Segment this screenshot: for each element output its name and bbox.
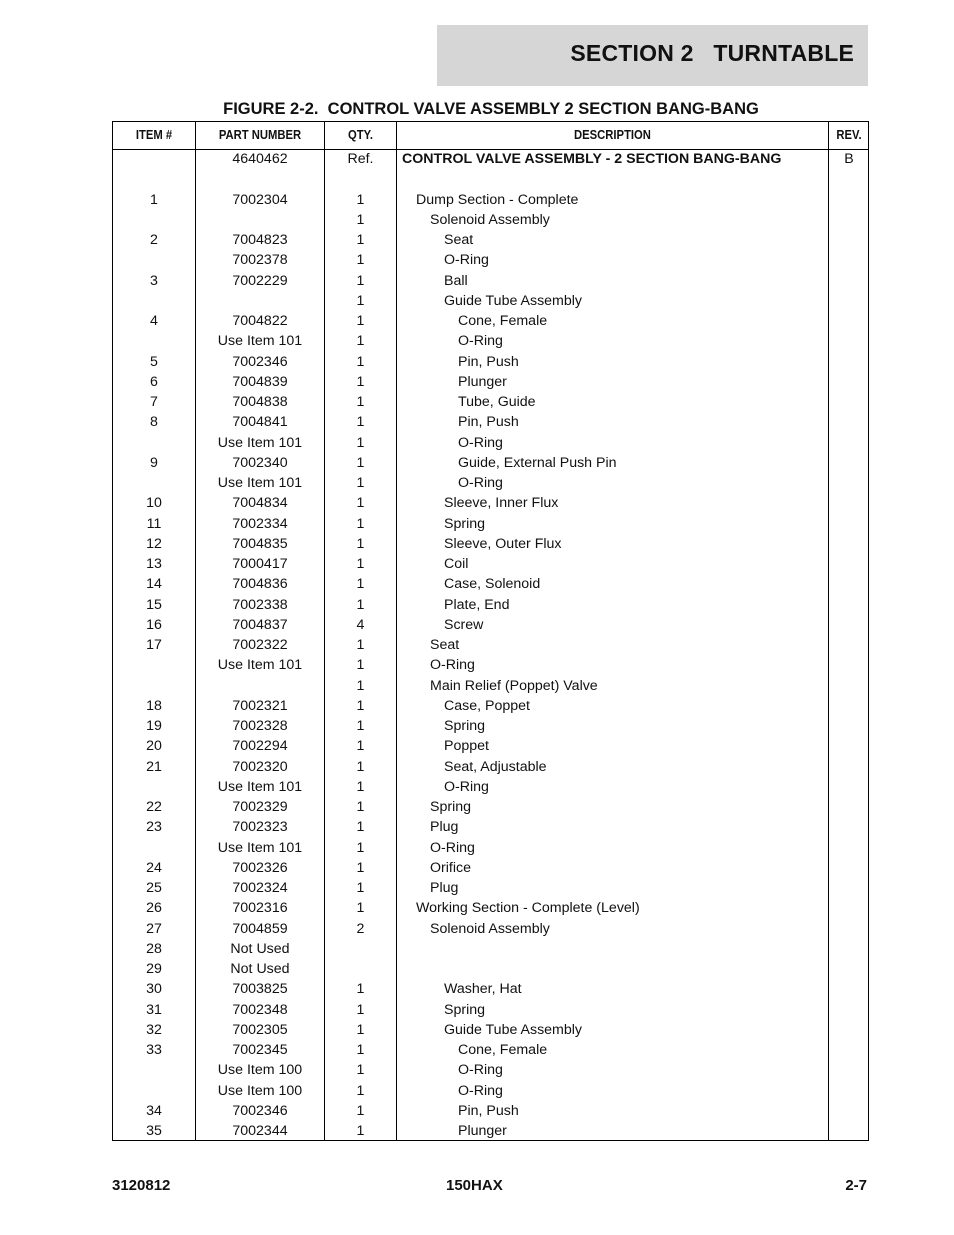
quantity-cell: 1 (356, 1062, 365, 1079)
item-number-cell: 16 (146, 616, 162, 633)
table-row (113, 352, 868, 372)
part-number-cell: 7002329 (232, 799, 288, 815)
item-number-cell: 32 (146, 1021, 162, 1038)
table-row (113, 716, 868, 736)
part-number-cell: 7003825 (232, 981, 288, 998)
quantity-cell: 1 (356, 313, 365, 329)
part-number-cell: 7002294 (232, 738, 288, 755)
part-number-cell: 7002328 (232, 718, 288, 734)
description-cell: Tube, Guide (458, 394, 536, 410)
table-row (113, 291, 868, 311)
section-banner (437, 25, 868, 86)
description-cell: Solenoid Assembly (430, 211, 550, 228)
quantity-cell: 1 (356, 495, 365, 512)
item-number-cell: 29 (146, 961, 162, 977)
part-number-cell: 7002338 (232, 596, 288, 613)
quantity-cell: 1 (356, 738, 365, 755)
description-cell: Working Section - Complete (Level) (416, 900, 640, 917)
part-number-cell: Use Item 101 (217, 778, 303, 795)
part-number-cell: 7004836 (232, 576, 288, 593)
description-cell: Sleeve, Outer Flux (444, 535, 562, 552)
table-row (113, 473, 868, 493)
part-number-cell: 7004841 (232, 414, 288, 431)
description-cell: Seat (444, 232, 474, 248)
quantity-cell: 1 (356, 677, 365, 694)
quantity-cell: 1 (356, 353, 365, 370)
quantity-cell: 1 (356, 434, 365, 451)
part-number-cell: 7002324 (232, 880, 288, 896)
part-number-cell: Use Item 100 (217, 1062, 303, 1079)
part-number-cell: 7002346 (232, 353, 288, 370)
quantity-cell: 1 (356, 981, 365, 998)
description-cell: O-Ring (430, 657, 475, 674)
table-row (113, 169, 868, 189)
table-row (113, 595, 868, 615)
table-row (113, 433, 868, 453)
part-number-cell: 7004835 (232, 535, 288, 552)
item-number-cell: 6 (150, 373, 158, 390)
part-number-cell: 7004837 (232, 616, 288, 633)
part-number-cell: Use Item 101 (217, 657, 303, 674)
column-header-rev: REV. (836, 128, 862, 142)
table-row (113, 1081, 868, 1101)
item-number-cell: 28 (146, 940, 162, 957)
quantity-cell: 1 (356, 333, 365, 350)
table-row (113, 1020, 868, 1040)
quantity-cell: 1 (356, 211, 365, 228)
part-number-cell: 7002323 (232, 819, 288, 836)
table-row (113, 858, 868, 878)
quantity-cell: 1 (356, 1042, 365, 1058)
quantity-cell: 1 (356, 758, 365, 775)
description-cell: Guide, External Push Pin (458, 454, 617, 471)
quantity-cell: 1 (356, 454, 365, 471)
description-cell: Spring (444, 1001, 486, 1018)
table-row (113, 1000, 868, 1020)
quantity-cell: Ref. (347, 151, 374, 167)
table-row (113, 676, 868, 696)
column-header-qty: QTY. (347, 128, 374, 142)
quantity-cell: 1 (356, 414, 365, 431)
table-row (113, 979, 868, 999)
part-number-cell: 7002378 (232, 252, 288, 269)
quantity-cell: 1 (356, 191, 365, 208)
quantity-cell: 1 (356, 697, 365, 714)
table-row (113, 1060, 868, 1080)
part-number-cell: 7002305 (232, 1021, 288, 1038)
description-cell: Plate, End (444, 596, 510, 613)
part-number-cell: 7002320 (232, 758, 288, 775)
item-number-cell: 11 (146, 515, 162, 532)
description-cell: Seat, Adjustable (444, 758, 547, 775)
quantity-cell: 1 (356, 637, 365, 653)
description-cell: Poppet (444, 738, 489, 755)
part-number-cell: 7004838 (232, 394, 288, 410)
table-row (113, 777, 868, 797)
table-row (113, 210, 868, 230)
table-row (113, 898, 868, 918)
quantity-cell: 1 (356, 515, 365, 532)
part-number-cell: 7004823 (232, 232, 288, 248)
description-cell: Pin, Push (458, 414, 519, 431)
item-number-cell: 17 (146, 637, 162, 653)
quantity-cell: 1 (356, 1001, 365, 1018)
description-cell: Coil (444, 556, 469, 572)
description-cell: Spring (444, 718, 486, 734)
quantity-cell: 1 (356, 880, 365, 896)
part-number-cell: 7004822 (232, 313, 288, 329)
table-row (113, 311, 868, 331)
description-cell: Main Relief (Poppet) Valve (430, 677, 598, 694)
part-number-cell: 7002316 (232, 900, 288, 917)
description-cell: O-Ring (458, 1082, 503, 1099)
part-number-cell: 7002229 (232, 272, 288, 289)
quantity-cell: 1 (356, 373, 365, 390)
table-row (113, 797, 868, 817)
footer-page-number: 2-7 (845, 1177, 867, 1194)
part-number-cell: Use Item 101 (217, 333, 303, 350)
quantity-cell: 1 (356, 657, 365, 674)
part-number-cell: 7002326 (232, 859, 288, 876)
part-number-cell: 7002348 (232, 1001, 288, 1018)
part-number-cell: Not Used (230, 961, 290, 977)
quantity-cell: 1 (356, 859, 365, 876)
table-row (113, 817, 868, 837)
item-number-cell: 19 (146, 718, 162, 734)
quantity-cell: 1 (356, 900, 365, 917)
part-number-cell: 7002346 (232, 1102, 288, 1119)
description-cell: Cone, Female (458, 313, 548, 329)
item-number-cell: 5 (150, 353, 158, 370)
table-row (113, 757, 868, 777)
table-row (113, 878, 868, 898)
description-cell: O-Ring (458, 434, 503, 451)
item-number-cell: 21 (146, 758, 162, 775)
part-number-cell: 4640462 (232, 151, 288, 167)
item-number-cell: 2 (150, 232, 158, 248)
quantity-cell: 1 (356, 272, 365, 289)
description-cell: O-Ring (458, 333, 503, 350)
quantity-cell: 2 (356, 920, 365, 937)
table-row (113, 838, 868, 858)
item-number-cell: 35 (146, 1123, 162, 1139)
table-row (113, 493, 868, 513)
description-cell: O-Ring (430, 839, 475, 856)
description-cell: Pin, Push (458, 353, 519, 370)
quantity-cell: 1 (356, 394, 365, 410)
revision-cell: B (844, 151, 854, 167)
description-cell: Spring (444, 515, 486, 532)
table-row (113, 919, 868, 939)
description-cell: Orifice (430, 859, 471, 876)
item-number-cell: 12 (146, 535, 162, 552)
quantity-cell: 1 (356, 1021, 365, 1038)
part-number-cell: 7004839 (232, 373, 288, 390)
quantity-cell: 1 (356, 232, 365, 248)
figure-title: FIGURE 2-2. CONTROL VALVE ASSEMBLY 2 SECTION BANG-BANG (223, 100, 759, 118)
description-cell: Plunger (458, 1123, 507, 1139)
description-cell: Pin, Push (458, 1102, 519, 1119)
item-number-cell: 31 (146, 1001, 162, 1018)
quantity-cell: 4 (356, 616, 365, 633)
description-cell: Cone, Female (458, 1042, 548, 1058)
description-cell: O-Ring (444, 778, 489, 795)
item-number-cell: 3 (150, 272, 158, 289)
item-number-cell: 15 (146, 596, 162, 613)
item-number-cell: 33 (146, 1042, 162, 1058)
item-number-cell: 23 (146, 819, 162, 836)
table-row (113, 1121, 868, 1141)
quantity-cell: 1 (356, 839, 365, 856)
table-row (113, 736, 868, 756)
column-header-description: DESCRIPTION (574, 128, 651, 142)
part-number-cell: Use Item 101 (217, 475, 303, 491)
table-row (113, 250, 868, 270)
quantity-cell: 1 (356, 596, 365, 613)
item-number-cell: 27 (146, 920, 162, 937)
item-number-cell: 14 (146, 576, 162, 593)
item-number-cell: 24 (146, 859, 162, 876)
column-header-part-number: PART NUMBER (218, 128, 302, 142)
quantity-cell: 1 (356, 819, 365, 836)
item-number-cell: 8 (150, 414, 158, 431)
description-cell: Screw (444, 616, 484, 633)
part-number-cell: 7002334 (232, 515, 288, 532)
table-row (113, 939, 868, 959)
item-number-cell: 34 (146, 1102, 162, 1119)
table-row (113, 554, 868, 574)
table-row (113, 190, 868, 210)
description-cell: Spring (430, 799, 472, 815)
description-cell: Ball (444, 272, 468, 289)
description-cell: Seat (430, 637, 460, 653)
item-number-cell: 18 (146, 697, 162, 714)
description-cell: CONTROL VALVE ASSEMBLY - 2 SECTION BANG-BANG (402, 151, 782, 167)
table-row (113, 230, 868, 250)
description-cell: Plunger (458, 373, 507, 390)
description-cell: Sleeve, Inner Flux (444, 495, 559, 512)
part-number-cell: 7004834 (232, 495, 288, 512)
description-cell: Dump Section - Complete (416, 191, 579, 208)
part-number-cell: 7002344 (232, 1123, 288, 1139)
item-number-cell: 30 (146, 981, 162, 998)
quantity-cell: 1 (356, 799, 365, 815)
quantity-cell: 1 (356, 292, 365, 309)
description-cell: Guide Tube Assembly (444, 1021, 583, 1038)
table-row (113, 372, 868, 392)
table-row (113, 1040, 868, 1060)
part-number-cell: 7002304 (232, 191, 288, 208)
item-number-cell: 20 (146, 738, 162, 755)
description-cell: Case, Poppet (444, 697, 530, 714)
table-row (113, 696, 868, 716)
description-cell: Guide Tube Assembly (444, 292, 583, 309)
description-cell: Solenoid Assembly (430, 920, 550, 937)
table-row (113, 615, 868, 635)
description-cell: O-Ring (444, 252, 489, 269)
part-number-cell: 7004859 (232, 920, 288, 937)
table-row (113, 635, 868, 655)
quantity-cell: 1 (356, 252, 365, 269)
part-number-cell: 7002322 (232, 637, 288, 653)
table-row (113, 959, 868, 979)
item-number-cell: 22 (146, 799, 162, 815)
part-number-cell: Not Used (230, 940, 290, 957)
quantity-cell: 1 (356, 1123, 365, 1139)
part-number-cell: 7002340 (232, 454, 288, 471)
part-number-cell: 7002321 (232, 697, 288, 714)
footer-doc-number: 3120812 (112, 1177, 171, 1194)
quantity-cell: 1 (356, 576, 365, 593)
table-row (113, 574, 868, 594)
table-row (113, 331, 868, 351)
table-row (113, 412, 868, 432)
column-header-item: ITEM # (135, 128, 173, 142)
description-cell: O-Ring (458, 1062, 503, 1079)
section-title: SECTION 2 TURNTABLE (570, 40, 854, 66)
item-number-cell: 13 (146, 556, 162, 572)
description-cell: O-Ring (458, 475, 503, 491)
description-cell: Plug (430, 819, 459, 836)
part-number-cell: Use Item 101 (217, 839, 303, 856)
description-cell: Plug (430, 880, 459, 896)
table-row (113, 655, 868, 675)
part-number-cell: 7000417 (232, 556, 288, 572)
description-cell: Washer, Hat (444, 981, 522, 998)
quantity-cell: 1 (356, 1102, 365, 1119)
quantity-cell: 1 (356, 475, 365, 491)
footer-model: 150HAX (446, 1177, 503, 1194)
quantity-cell: 1 (356, 535, 365, 552)
part-number-cell: Use Item 101 (217, 434, 303, 451)
item-number-cell: 26 (146, 900, 162, 917)
item-number-cell: 7 (150, 394, 158, 410)
description-cell: Case, Solenoid (444, 576, 541, 593)
item-number-cell: 9 (150, 454, 158, 471)
part-number-cell: Use Item 100 (217, 1082, 303, 1099)
table-row (113, 534, 868, 554)
item-number-cell: 25 (146, 880, 162, 896)
table-row (113, 1101, 868, 1121)
quantity-cell: 1 (356, 778, 365, 795)
table-row (113, 453, 868, 473)
quantity-cell: 1 (356, 718, 365, 734)
parts-table (112, 121, 869, 1141)
table-row (113, 149, 868, 169)
table-row (113, 271, 868, 291)
table-row (113, 514, 868, 534)
item-number-cell: 1 (150, 191, 158, 208)
item-number-cell: 10 (146, 495, 162, 512)
quantity-cell: 1 (356, 556, 365, 572)
part-number-cell: 7002345 (232, 1042, 288, 1058)
table-row (113, 392, 868, 412)
item-number-cell: 4 (150, 313, 158, 329)
quantity-cell: 1 (356, 1082, 365, 1099)
